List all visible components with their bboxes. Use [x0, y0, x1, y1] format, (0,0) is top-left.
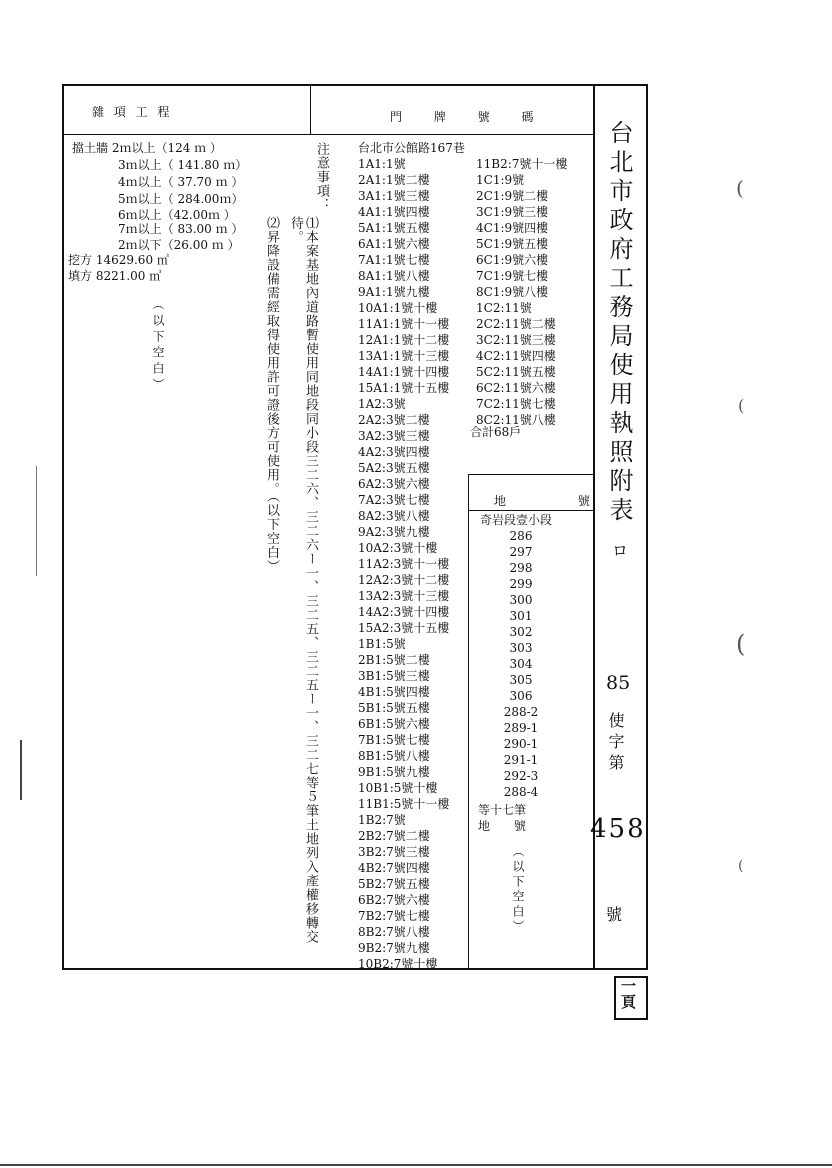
table-left-border — [62, 84, 64, 970]
address-item: 2A2:3號二樓 — [358, 413, 430, 427]
address-item: 5A2:3號五樓 — [358, 461, 430, 475]
permit-word: 使字第 — [606, 712, 625, 775]
address-item: 6B1:5號六樓 — [358, 717, 430, 731]
misc-works-header: 雜 項 工 程 — [92, 105, 173, 119]
address-item: 2C1:9號二樓 — [476, 189, 549, 203]
door-number-header: 門 牌 號 碼 — [390, 110, 548, 124]
bottom-edge-line — [0, 1164, 832, 1166]
permit-year: 85 — [606, 672, 631, 694]
left-edge-mark — [20, 740, 22, 800]
lot-number-item: 305 — [509, 673, 533, 687]
lot-number-item: 300 — [509, 593, 533, 607]
margin-mark: ( — [736, 176, 744, 200]
household-total: 合計68戶 — [470, 425, 522, 439]
lot-table-header-border — [468, 510, 594, 511]
works-item-9: 填方 8221.00 ㎥ — [68, 269, 162, 283]
address-item: 8A1:1號八樓 — [358, 269, 430, 283]
works-item-7: 2ｍ以下（26.00 ｍ ） — [118, 238, 240, 252]
blank-below-left: （以下空白） — [151, 298, 165, 394]
address-item: 14A1:1號十四樓 — [358, 365, 450, 379]
lot-number-item: 291-1 — [503, 753, 539, 767]
address-item: 9A2:3號九樓 — [358, 525, 430, 539]
address-item: 4A1:1號四樓 — [358, 205, 430, 219]
lot-footer-label: 地 號 — [478, 819, 527, 833]
address-item: 10B2:7號十樓 — [358, 957, 438, 971]
works-item-2: 3ｍ以上（ 141.80 ｍ） — [118, 158, 248, 172]
address-item: 3B1:5號三樓 — [358, 669, 430, 683]
lot-number-item: 297 — [509, 545, 533, 559]
lot-number-item: 302 — [509, 625, 533, 639]
address-item: 8A2:3號八樓 — [358, 509, 430, 523]
permit-suffix: 號 — [606, 905, 623, 924]
address-item: 5C1:9號五樓 — [476, 237, 549, 251]
address-item: 15A2:3號十五樓 — [358, 621, 450, 635]
title-column-top-border — [593, 84, 648, 86]
lot-number-item: 290-1 — [503, 737, 539, 751]
lot-number-item: 298 — [509, 561, 533, 575]
lot-number-item: 301 — [509, 609, 533, 623]
address-item: 9B1:5號九樓 — [358, 765, 430, 779]
works-item-5: 6ｍ以上（42.00ｍ ） — [118, 208, 236, 222]
left-edge-mark — [36, 466, 37, 576]
address-item: 1A2:3號 — [358, 397, 406, 411]
lot-number-item: 303 — [509, 641, 533, 655]
address-item: 10A2:3號十樓 — [358, 541, 438, 555]
table-top-border — [62, 84, 594, 86]
margin-mark: ( — [738, 396, 745, 415]
address-item: 2B2:7號二樓 — [358, 829, 430, 843]
address-item: 11A2:3號十一樓 — [358, 557, 450, 571]
address-item: 6C2:11號六樓 — [476, 381, 556, 395]
address-item: 7B1:5號七樓 — [358, 733, 430, 747]
address-item: 2B1:5號二樓 — [358, 653, 430, 667]
address-list-col2 — [476, 156, 567, 428]
lot-number-item: 288-4 — [503, 785, 539, 799]
notes-item-2: ⑵昇降設備需經取得使用許可證後方可使用。（以下空白） — [264, 216, 279, 574]
lot-number-item: 286 — [509, 529, 533, 543]
address-item: 1A1:1號 — [358, 157, 406, 171]
address-item: 13A2:3號十三樓 — [358, 589, 450, 603]
lot-number-item: 292-3 — [503, 769, 539, 783]
address-item: 3B2:7號三樓 — [358, 845, 430, 859]
title-column-right-border — [646, 84, 648, 970]
lot-number-item: 288-2 — [503, 705, 539, 719]
address-item: 12A2:3號十二樓 — [358, 573, 450, 587]
lot-number-item: 299 — [509, 577, 533, 591]
table-bottom-border — [62, 968, 594, 970]
address-item: 6B2:7號六樓 — [358, 893, 430, 907]
address-item: 2A1:1號二樓 — [358, 173, 430, 187]
address-item: 2C2:11號二樓 — [476, 317, 556, 331]
address-item: 1B2:7號 — [358, 813, 406, 827]
address-item: 9A1:1號九樓 — [358, 285, 430, 299]
blank-below-lots: （以下空白） — [511, 845, 525, 935]
address-item: 1C1:9號 — [476, 173, 525, 187]
works-item-6: 7ｍ以上（ 83.00 ｍ ） — [118, 222, 244, 236]
title-mark: ロ — [612, 541, 629, 560]
lot-table-top-border — [468, 474, 594, 475]
address-item: 4C2:11號四樓 — [476, 349, 556, 363]
address-item: 7B2:7號七樓 — [358, 909, 430, 923]
margin-mark: ( — [736, 630, 746, 658]
address-item: 3A2:3號三樓 — [358, 429, 430, 443]
lot-number-header: 地 號 — [494, 494, 624, 508]
address-item: 13A1:1號十三樓 — [358, 349, 450, 363]
address-item: 7A1:1號七樓 — [358, 253, 430, 267]
address-list-col1 — [358, 156, 449, 972]
address-item: 8B1:5號八樓 — [358, 749, 430, 763]
address-item: 1C2:11號 — [476, 301, 532, 315]
address-item: 5C2:11號五樓 — [476, 365, 556, 379]
address-item: 10B1:5號十樓 — [358, 781, 438, 795]
lot-footer-count: 等十七筆 — [478, 803, 527, 817]
notes-item-1: ⑴本案基地內道路暫使用同地段同小段三二六、三二六ー一、三二五、三二五ー一、三二七等５筆土地列入產權移轉交待。 — [288, 216, 318, 944]
address-item: 4C1:9號四樓 — [476, 221, 549, 235]
address-item: 15A1:1號十五樓 — [358, 381, 450, 395]
address-item: 14A2:3號十四樓 — [358, 605, 450, 619]
address-item: 6C1:9號六樓 — [476, 253, 549, 267]
lot-table-left-border — [468, 474, 469, 970]
works-item-4: 5ｍ以上（ 284.00ｍ） — [118, 192, 244, 206]
lot-number-item: 304 — [509, 657, 533, 671]
address-item: 5B2:7號五樓 — [358, 877, 430, 891]
address-item: 7A2:3號七樓 — [358, 493, 430, 507]
address-street-header: 台北市公館路167巷 — [358, 141, 465, 155]
title-column-bottom-border — [593, 968, 648, 970]
page-number: 一頁 — [619, 978, 637, 1010]
address-item: 10A1:1號十樓 — [358, 301, 438, 315]
address-item: 11B1:5號十一樓 — [358, 797, 450, 811]
address-item: 12A1:1號十二樓 — [358, 333, 450, 347]
works-item-1: 擋土牆 2ｍ以上（124 ｍ ） — [72, 141, 222, 155]
address-item: 11A1:1號十一樓 — [358, 317, 450, 331]
address-item: 6A2:3號六樓 — [358, 477, 430, 491]
lot-section-name: 奇岩段壹小段 — [480, 513, 553, 527]
document-title: 台北市政府工務局使用執照附表 — [605, 120, 633, 526]
address-item: 7C2:11號七樓 — [476, 397, 556, 411]
address-item: 6A1:1號六樓 — [358, 237, 430, 251]
address-item: 4B2:7號四樓 — [358, 861, 430, 875]
works-item-8: 挖方 14629.60 ㎥ — [68, 253, 169, 267]
address-item: 3C2:11號三樓 — [476, 333, 556, 347]
lot-number-item: 306 — [509, 689, 533, 703]
address-item: 1B1:5號 — [358, 637, 406, 651]
permit-number: 458 — [590, 814, 646, 844]
address-item: 3A1:1號三樓 — [358, 189, 430, 203]
address-item: 7C1:9號七樓 — [476, 269, 549, 283]
margin-mark: ( — [738, 858, 744, 874]
address-item: 4A2:3號四樓 — [358, 445, 430, 459]
address-item: 11B2:7號十一樓 — [476, 157, 568, 171]
works-item-3: 4ｍ以上（ 37.70 ｍ ） — [118, 175, 244, 189]
address-item: 8C2:11號八樓 — [476, 413, 556, 427]
address-item: 9B2:7號九樓 — [358, 941, 430, 955]
address-item: 3C1:9號三樓 — [476, 205, 549, 219]
address-item: 8B2:7號八樓 — [358, 925, 430, 939]
lot-number-item: 289-1 — [503, 721, 539, 735]
address-item: 8C1:9號八樓 — [476, 285, 549, 299]
notes-heading: 注意事項： — [314, 142, 329, 212]
address-item: 5B1:5號五樓 — [358, 701, 430, 715]
lot-number-list — [478, 528, 564, 800]
address-item: 5A1:1號五樓 — [358, 221, 430, 235]
address-item: 4B1:5號四樓 — [358, 685, 430, 699]
header-bottom-border — [62, 134, 594, 135]
header-divider — [310, 86, 311, 134]
